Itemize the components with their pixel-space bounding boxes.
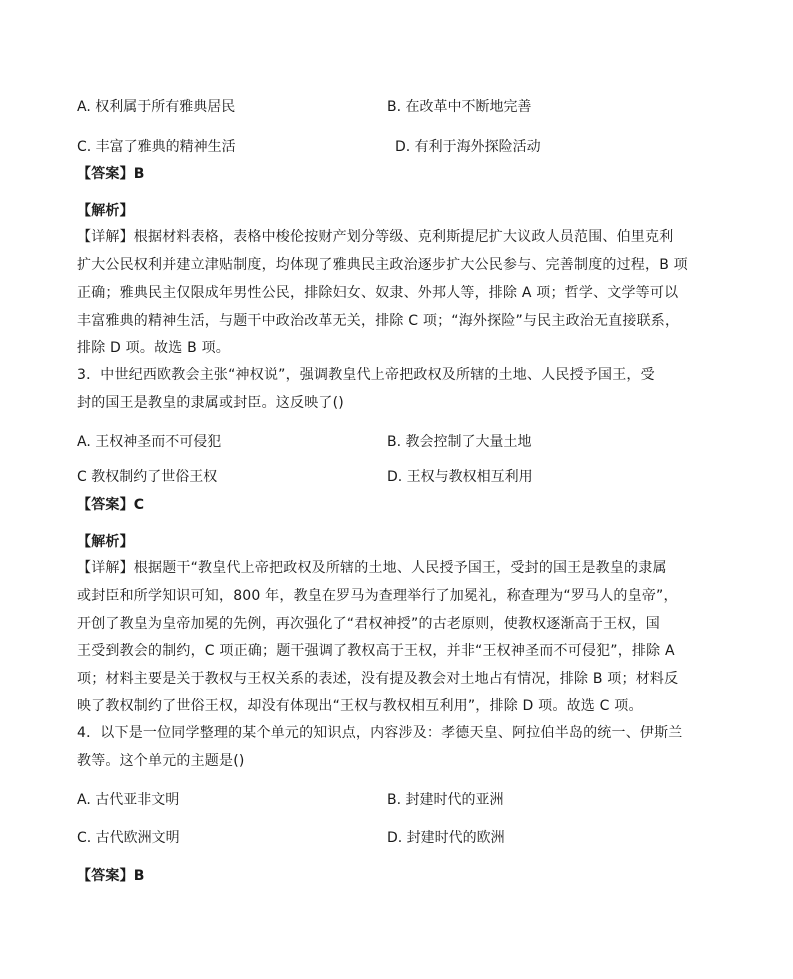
q2-option-a: A. 权利属于所有雅典居民 bbox=[77, 99, 236, 115]
q3-analysis-label: 【解析】 bbox=[77, 534, 134, 550]
q4-stem: 4．以下是一位同学整理的某个单元的知识点，内容涉及：孝德天皇、阿拉伯半岛的统一、伊斯兰 bbox=[77, 725, 683, 741]
q2-detail-line: 正确；雅典民主仅限成年男性公民，排除妇女、奴隶、外邦人等，排除 A 项；哲学、文学等可以 bbox=[77, 285, 679, 301]
q4-answer: 【答案】B bbox=[77, 868, 145, 884]
q3-detail-line: 【详解】根据题干“教皇代上帝把政权及所辖的土地、人民授予国王，受封的国王是教皇的隶属 bbox=[77, 560, 667, 576]
q3-detail-line: 或封臣和所学知识可知，800 年，教皇在罗马为查理举行了加冕礼，称查理为“罗马人的皇帝”， bbox=[77, 588, 678, 604]
q2-detail-line: 丰富雅典的精神生活，与题干中政治改革无关，排除 C 项；“海外探险”与民主政治无直接联系， bbox=[77, 313, 680, 329]
q2-detail-line: 排除 D 项。故选 B 项。 bbox=[77, 340, 230, 356]
q4-stem: 教等。这个单元的主题是() bbox=[77, 753, 245, 769]
q2-detail-line: 【详解】根据材料表格，表格中梭伦按财产划分等级、克利斯提尼扩大议政人员范围、伯里克利 bbox=[77, 229, 674, 245]
q2-option-c: C. 丰富了雅典的精神生活 bbox=[77, 139, 236, 155]
q3-detail-line: 项；材料主要是关于教权与王权关系的表述，没有提及教会对土地占有情况，排除 B 项；材料反 bbox=[77, 671, 679, 687]
q4-option-c: C. 古代欧洲文明 bbox=[77, 830, 180, 846]
q2-option-b: B. 在改革中不断地完善 bbox=[387, 99, 532, 115]
q2-answer: 【答案】B bbox=[77, 166, 145, 182]
q3-answer: 【答案】C bbox=[77, 497, 145, 513]
q3-stem: 封的国王是教皇的隶属或封臣。这反映了() bbox=[77, 395, 344, 411]
q3-option-c: C 教权制约了世俗王权 bbox=[77, 469, 218, 485]
q4-option-d: D. 封建时代的欧洲 bbox=[387, 830, 505, 846]
q3-detail-line: 映了教权制约了世俗王权，却没有体现出“王权与教权相互利用”，排除 D 项。故选 C 项。 bbox=[77, 698, 643, 714]
q3-option-a: A. 王权神圣而不可侵犯 bbox=[77, 434, 222, 450]
q2-detail-line: 扩大公民权利并建立津贴制度，均体现了雅典民主政治逐步扩大公民参与、完善制度的过程，B 项 bbox=[77, 257, 688, 273]
q2-analysis-label: 【解析】 bbox=[77, 203, 134, 219]
q3-detail-line: 王受到教会的制约，C 项正确；题干强调了教权高于王权，并非“王权神圣而不可侵犯”，排除 A bbox=[77, 643, 675, 659]
q2-option-d: D. 有利于海外探险活动 bbox=[395, 139, 541, 155]
q3-option-b: B. 教会控制了大量土地 bbox=[387, 434, 532, 450]
q4-option-a: A. 古代亚非文明 bbox=[77, 792, 180, 808]
q3-detail-line: 开创了教皇为皇帝加冕的先例，再次强化了“君权神授”的古老原则，使教权逐渐高于王权，国 bbox=[77, 616, 660, 632]
q3-stem: 3．中世纪西欧教会主张“神权说”，强调教皇代上帝把政权及所辖的土地、人民授予国王，受 bbox=[77, 367, 655, 383]
q4-option-b: B. 封建时代的亚洲 bbox=[387, 792, 504, 808]
q3-option-d: D. 王权与教权相互利用 bbox=[387, 469, 533, 485]
